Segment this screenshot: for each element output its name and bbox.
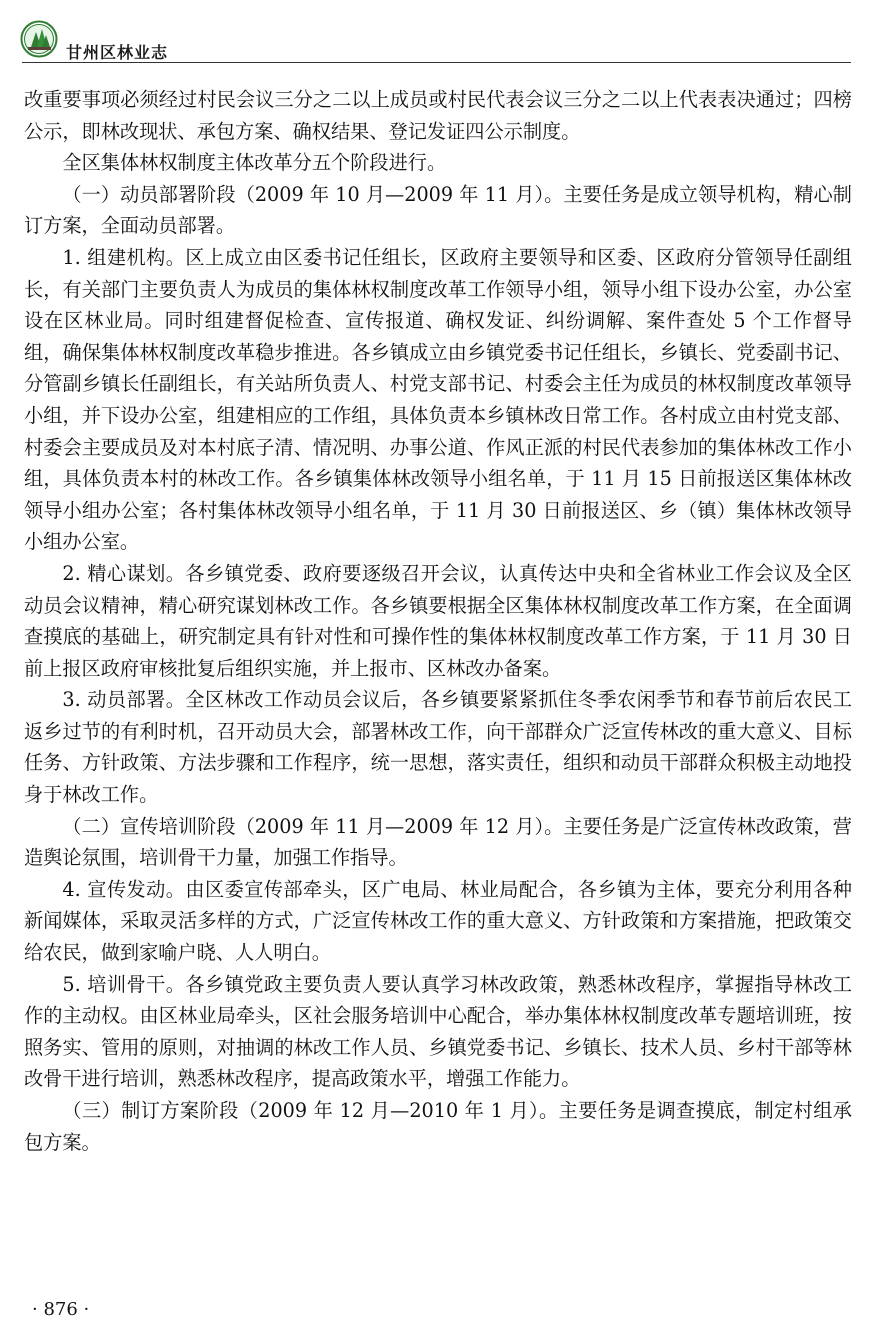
header-rule [22, 62, 851, 63]
section-heading-paragraph: （一）动员部署阶段（2009 年 10 月—2009 年 11 月）。主要任务是成立领导机构，精心制订方案，全面动员部署。 [24, 182, 852, 238]
page-number: · 876 · [32, 1299, 90, 1320]
page-header [20, 20, 851, 64]
paragraph: 2. 精心谋划。各乡镇党委、政府要逐级召开会议，认真传达中央和全省林业工作会议及全区动员会议精神，精心研究谋划林改工作。各乡镇要根据全区集体林权制度改革工作方案，在全面调查摸底的基础上，研究制定具有针对性和可操作性的集体林权制度改革工作方案，于 11 月 30 日前上报区政府审核批复后组织实施，并上报市、区林改办备案。 [24, 561, 852, 680]
paragraph: 4. 宣传发动。由区委宣传部牵头，区广电局、林业局配合，各乡镇为主体，要充分利用各种新闻媒体，采取灵活多样的方式，广泛宣传林改工作的重大意义、方针政策和方案措施，把政策交给农民，做到家喻户晓、人人明白。 [24, 877, 852, 965]
paragraph: 全区集体林权制度主体改革分五个阶段进行。 [62, 151, 447, 175]
paragraph: 1. 组建机构。区上成立由区委书记任组长，区政府主要领导和区委、区政府分管领导任副组长，有关部门主要负责人为成员的集体林权制度改革工作领导小组，领导小组下设办公室，办公室设在区林业局。同时组建督促检查、宣传报道、确权发证、纠纷调解、案件查处 5 个工作督导组，确保集体林权制度改革稳步推进。各乡镇成立由乡镇党委书记任组长，乡镇长、党委副书记、分管副乡镇长任副组长，有关站所负责人、村党支部书记、村委会主任为成员的林权制度改革领导小组，并下设办公室，组建相应的工作组，具体负责本乡镇林改日常工作。各村成立由村党支部、村委会主要成员及对本村底子清、情况明、办事公道、作风正派的村民代表参加的集体林改工作小组，具体负责本村的林改工作。各乡镇集体林改领导小组名单，于 11 月 15 日前报送区集体林改领导小组办公室；各村集体林改领导小组名单，于 11 月 30 日前报送区、乡（镇）集体林改领导小组办公室。 [24, 245, 852, 554]
main-text [24, 84, 852, 1158]
section-heading-paragraph: （三）制订方案阶段（2009 年 12 月—2010 年 1 月）。主要任务是调查摸底，制定村组承包方案。 [24, 1099, 852, 1154]
forest-tree-logo-icon [20, 20, 58, 58]
paragraph: 3. 动员部署。全区林改工作动员会议后，各乡镇要紧紧抓住冬季农闲季节和春节前后农民工返乡过节的有利时机，召开动员大会，部署林改工作，向干部群众广泛宣传林改的重大意义、目标任务、方针政策、方法步骤和工作程序，统一思想，落实责任，组织和动员干部群众积极主动地投身于林改工作。 [24, 688, 852, 807]
paragraph: 改重要事项必须经过村民会议三分之二以上成员或村民代表会议三分之二以上代表表决通过；四榜公示，即林改现状、承包方案、确权结果、登记发证四公示制度。 [24, 88, 852, 143]
book-title: 甘州区林业志 [66, 43, 169, 62]
section-heading-paragraph: （二）宣传培训阶段（2009 年 11 月—2009 年 12 月）。主要任务是广泛宣传林改政策，营造舆论氛围，培训骨干力量，加强工作指导。 [24, 814, 852, 870]
paragraph: 5. 培训骨干。各乡镇党政主要负责人要认真学习林改政策，熟悉林改程序，掌握指导林改工作的主动权。由区林业局牵头，区社会服务培训中心配合，举办集体林权制度改革专题培训班，按照务实、管用的原则，对抽调的林改工作人员、乡镇党委书记、乡镇长、技术人员、乡村干部等林改骨干进行培训，熟悉林改程序，提高政策水平，增强工作能力。 [24, 972, 852, 1091]
